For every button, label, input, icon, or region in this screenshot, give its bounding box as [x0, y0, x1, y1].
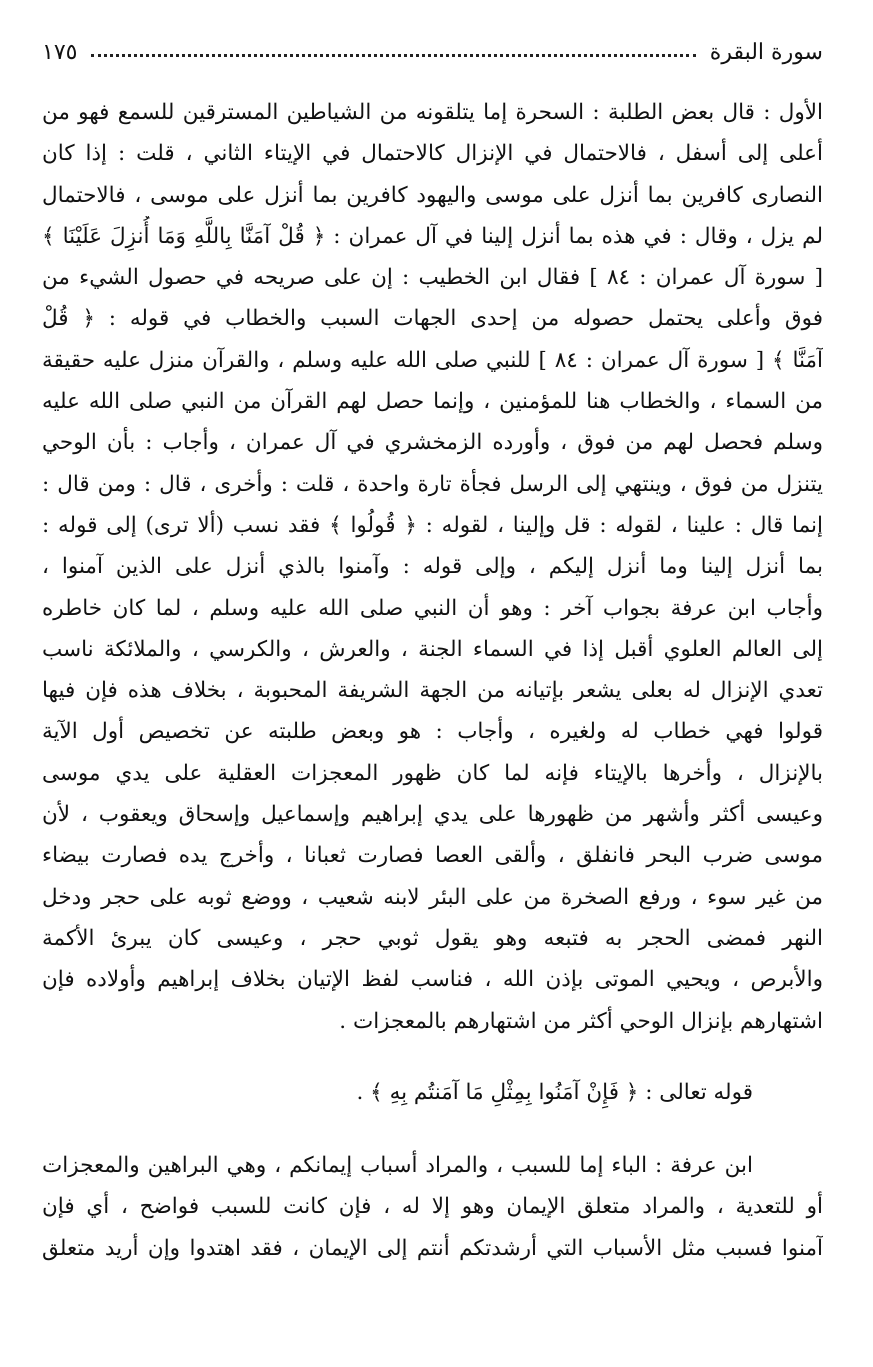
text-line: آمَنَّا ﴾ [ سورة آل عمران : ٨٤ ] للنبي صلى الله عليه وسلم ، والقرآن منزل عليه حقيقة	[42, 347, 823, 373]
paragraph-2	[42, 1145, 823, 1269]
text-line: وعيسى أكثر وأشهر من ظهورها على يدي إبراهيم وإسماعيل وإسحاق ويعقوب ، لأن	[42, 802, 823, 828]
text-line: موسى ضرب البحر فانفلق ، وألقى العصا فصارت ثعبانا ، وأخرج يده فصارت بيضاء	[42, 843, 823, 869]
text-line: من غير سوء ، ورفع الصخرة من على البئر لابنه شعيب ، ووضع ثوبه على حجر ودخل	[42, 884, 823, 910]
text-line: قولوا فهي خطاب له ولغيره ، وأجاب : هو وبعض طلبته عن تخصيص أول الآية	[42, 719, 823, 745]
page-number: ١٧٥	[42, 39, 78, 65]
text-line: اشتهارهم بإنزال الوحي أكثر من اشتهارهم بالمعجزات .	[339, 1008, 823, 1034]
spacer	[42, 1042, 823, 1072]
spacer	[42, 1113, 823, 1145]
text-line: الأول : قال بعض الطلبة : السحرة إما يتلقونه من الشياطين المسترقين للسمع فهو من	[42, 100, 823, 125]
text-line: إلى العالم العلوي أقبل إذا في السماء الجنة ، والعرش ، والكرسي ، والملائكة ناسب	[42, 636, 823, 662]
text-line: بما أنزل إلينا وما أنزل إليكم ، وإلى قوله : وآمنوا بالذي أنزل على الذين آمنوا ،	[42, 554, 823, 580]
dotted-leader	[91, 54, 695, 57]
text-line: أو للتعدية ، والمراد متعلق الإيمان وهو إلا له ، فإن كانت للسبب فواضح ، أي فإن	[42, 1194, 823, 1220]
text-line: لم يزل ، وقال : في هذه بما أنزل إلينا في آل عمران : ﴿ قُلْ آمَنَّا بِاللَّهِ وَمَا أُنزِلَ عَلَيْنَا ﴾	[42, 223, 823, 249]
text-line: يتنزل من فوق ، وينتهي إلى الرسل فجأة تارة واحدة ، قلت : وأخرى ، قال : ومن قال :	[42, 471, 823, 497]
text-line: آمنوا فسبب مثل الأسباب التي أرشدتكم أنتم إلى الإيمان ، فقد اهتدوا وإن أريد متعلق	[42, 1235, 823, 1261]
text-line: فوق وأعلى يحتمل حصوله من إحدى الجهات السبب والخطاب في قوله : ﴿ قُلْ	[42, 306, 823, 332]
text-line: وسلم فحصل لهم من فوق ، وأورده الزمخشري في آل عمران ، وأجاب : بأن الوحي	[42, 430, 823, 456]
text-line: النهر فمضى الحجر به فتبعه وهو يقول ثوبي حجر ، وعيسى كان يبرئ الأكمة	[42, 925, 823, 951]
text-line: تعدي الإنزال له بعلى يشعر بإتيانه من الجهة الشريفة المحبوبة ، بخلاف هذه فإن فيها	[42, 678, 823, 704]
paragraph-1	[42, 92, 823, 1042]
text-line: وأجاب ابن عرفة بجواب آخر : وهو أن النبي صلى الله عليه وسلم ، لما كان خاطره	[42, 595, 823, 621]
text-line: [ سورة آل عمران : ٨٤ ] فقال ابن الخطيب : إن على صريحه في حصول الشيء من	[42, 265, 823, 291]
text-line: من السماء ، والخطاب هنا للمؤمنين ، وإنما حصل لهم القرآن من النبي صلى الله عليه	[42, 389, 823, 415]
text-line: ابن عرفة : الباء إما للسبب ، والمراد أسباب إيمانكم ، وهي البراهين والمعجزات	[42, 1153, 753, 1179]
text-line: والأبرص ، ويحيي الموتى بإذن الله ، فناسب لفظ الإتيان بخلاف إبراهيم وأولاده فإن	[42, 967, 823, 993]
verse-heading: قوله تعالى : ﴿ فَإِنْ آمَنُوا بِمِثْلِ مَا آمَنتُم بِهِ ﴾ .	[356, 1079, 753, 1105]
text-line: بالإنزال ، وأخرها بالإيتاء فإنه لما كان ظهور المعجزات العقلية على يدي موسى	[42, 760, 823, 786]
page-header	[42, 30, 823, 74]
text-line: إنما قال : علينا ، لقوله : قل وإلينا ، لقوله : ﴿ قُولُوا ﴾ فقد نسب (ألا ترى) إلى قوله :	[42, 512, 823, 538]
surah-title: سورة البقرة	[709, 39, 823, 65]
page-body	[42, 92, 823, 1269]
text-line: أعلى إلى أسفل ، فالاحتمال في الإنزال كالاحتمال في الإيتاء الثاني ، قلت : إذا كان	[42, 141, 823, 167]
text-line: النصارى كافرين بما أنزل على موسى واليهود كافرين بما أنزل على موسى ، فالاحتمال	[42, 182, 823, 208]
